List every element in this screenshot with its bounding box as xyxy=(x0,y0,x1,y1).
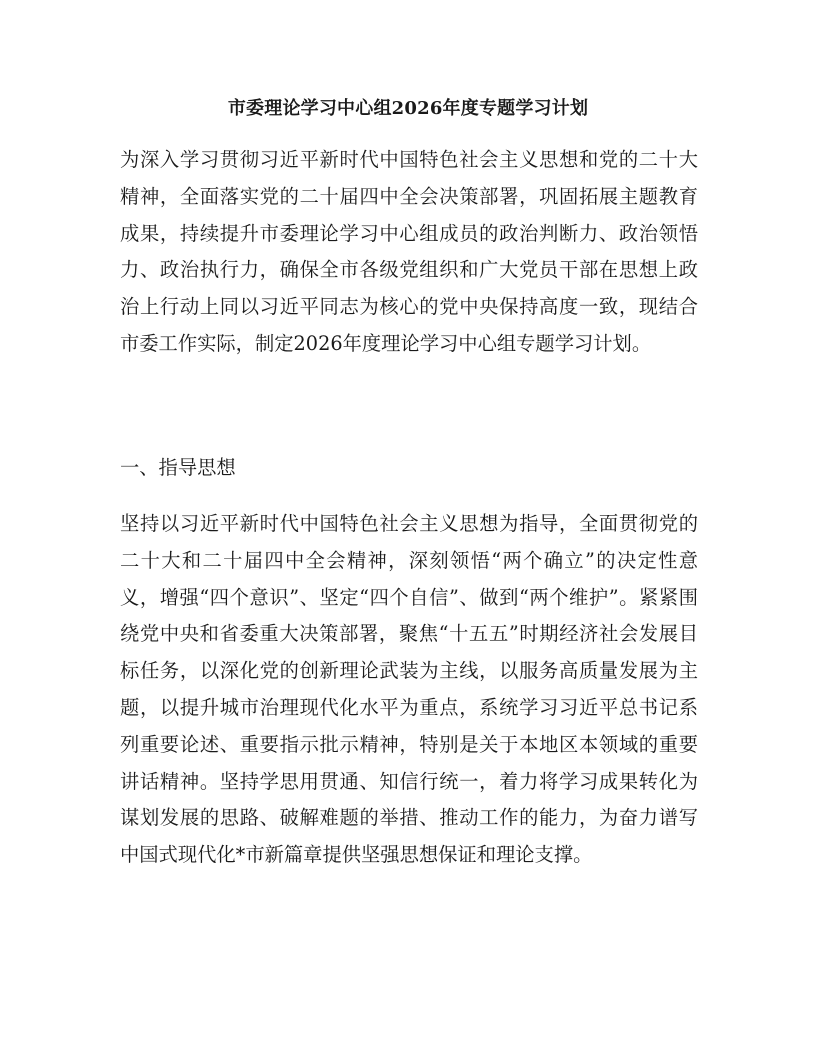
intro-text: 为深入学习贯彻习近平新时代中国特色社会主义思想和党的二十大精神，全面落实党的二十届四中全会决策部署，巩固拓展主题教育成果，持续提升市委理论学习中心组成员的政治判断力、政治领悟力、政治执行力，确保全市各级党组织和广大党员干部在思想上政治上行动上同以习近平同志为核心的党中央保持高度一致，现结合市委工作实际，制定2026年度理论学习中心组专题学习计划。 xyxy=(120,148,698,355)
guiding-ideology-text: 坚持以习近平新时代中国特色社会主义思想为指导，全面贯彻党的二十大和二十届四中全会精神，深刻领悟“两个确立”的决定性意义，增强“四个意识”、坚定“四个自信”、做到“两个维护”。紧紧围绕党中央和省委重大决策部署，聚焦“十五五”时期经济社会发展目标任务，以深化党的创新理论武装为主线，以服务高质量发展为主题，以提升城市治理现代化水平为重点，系统学习习近平总书记系列重要论述、重要指示批示精神，特别是关于本地区本领域的重要讲话精神。坚持学思用贯通、知信行统一，着力将学习成果转化为谋划发展的思路、破解难题的举措、推动工作的能力，为奋力谱写中国式现代化*市新篇章提供坚强思想保证和理论支撑。 xyxy=(120,512,698,867)
document-title: 市委理论学习中心组2026年度专题学习计划 xyxy=(227,98,589,119)
section-heading-guiding-ideology xyxy=(120,450,698,487)
section-heading-text: 一、指导思想 xyxy=(120,456,236,479)
guiding-ideology-paragraph xyxy=(120,506,698,874)
intro-paragraph xyxy=(120,142,698,363)
